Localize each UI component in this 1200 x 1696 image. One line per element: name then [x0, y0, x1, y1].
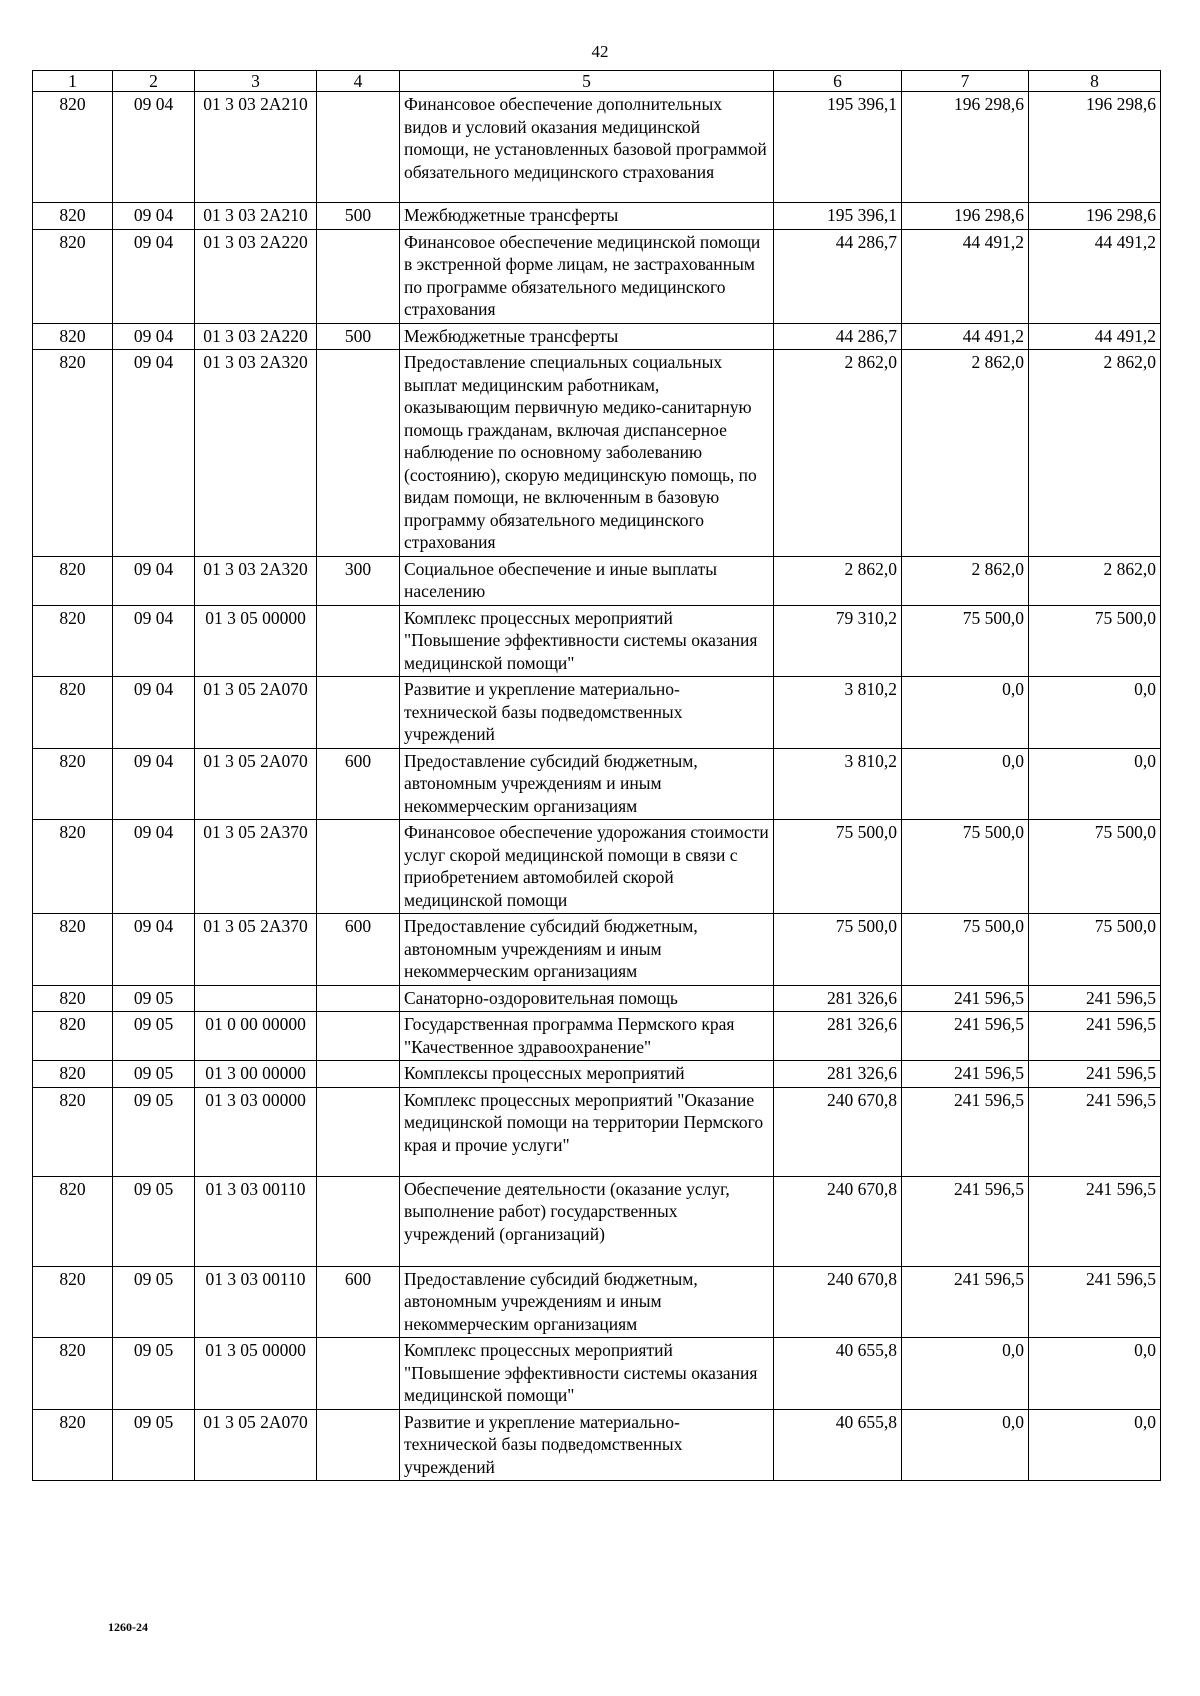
cell-expense-type	[317, 605, 400, 677]
cell-subject-code: 820	[33, 985, 113, 1012]
table-row	[33, 1409, 1161, 1481]
cell-description: Комплекс процессных мероприятий "Оказание медицинской помощи на территории Пермского края и прочие услуги"	[400, 1087, 774, 1176]
cell-amount-col7: 241 596,5	[902, 1012, 1029, 1061]
cell-amount-col8: 0,0	[1029, 1338, 1161, 1410]
cell-amount-col7: 196 298,6	[902, 203, 1029, 230]
cell-expense-type: 600	[317, 914, 400, 986]
cell-subject-code: 820	[33, 1176, 113, 1266]
cell-amount-col7: 2 862,0	[902, 556, 1029, 605]
cell-description: Развитие и укрепление материально-технической базы подведомственных учреждений	[400, 1409, 774, 1481]
cell-amount-col6: 281 326,6	[774, 1061, 902, 1088]
cell-expense-type	[317, 677, 400, 749]
cell-amount-col6: 240 670,8	[774, 1266, 902, 1338]
cell-amount-col6: 40 655,8	[774, 1409, 902, 1481]
cell-target-article: 01 3 03 2А220	[195, 323, 317, 350]
cell-amount-col7: 75 500,0	[902, 820, 1029, 914]
cell-section: 09 05	[113, 1266, 195, 1338]
cell-amount-col7: 0,0	[902, 1338, 1029, 1410]
cell-amount-col7: 241 596,5	[902, 1176, 1029, 1266]
cell-target-article: 01 3 03 00110	[195, 1176, 317, 1266]
cell-amount-col7: 2 862,0	[902, 350, 1029, 557]
table-row	[33, 748, 1161, 820]
cell-section: 09 05	[113, 1176, 195, 1266]
cell-expense-type: 300	[317, 556, 400, 605]
cell-subject-code: 820	[33, 1087, 113, 1176]
cell-subject-code: 820	[33, 914, 113, 986]
cell-target-article: 01 3 03 00000	[195, 1087, 317, 1176]
cell-amount-col6: 240 670,8	[774, 1176, 902, 1266]
cell-amount-col6: 281 326,6	[774, 1012, 902, 1061]
cell-amount-col7: 241 596,5	[902, 985, 1029, 1012]
cell-description: Социальное обеспечение и иные выплаты населению	[400, 556, 774, 605]
cell-amount-col8: 241 596,5	[1029, 1012, 1161, 1061]
cell-section: 09 04	[113, 748, 195, 820]
cell-subject-code: 820	[33, 323, 113, 350]
cell-description: Финансовое обеспечение удорожания стоимости услуг скорой медицинской помощи в связи с приобретением автомобилей скорой медицинской помощи	[400, 820, 774, 914]
cell-amount-col8: 0,0	[1029, 748, 1161, 820]
cell-section: 09 04	[113, 203, 195, 230]
cell-expense-type	[317, 350, 400, 557]
cell-subject-code: 820	[33, 1012, 113, 1061]
cell-amount-col8: 241 596,5	[1029, 1061, 1161, 1088]
cell-subject-code: 820	[33, 350, 113, 557]
cell-subject-code: 820	[33, 677, 113, 749]
cell-description: Комплекс процессных мероприятий "Повышение эффективности системы оказания медицинской помощи"	[400, 1338, 774, 1410]
cell-expense-type: 500	[317, 203, 400, 230]
table-row	[33, 605, 1161, 677]
cell-expense-type	[317, 820, 400, 914]
header-cell-2: 2	[113, 71, 195, 92]
cell-subject-code: 820	[33, 605, 113, 677]
cell-description: Предоставление субсидий бюджетным, автономным учреждениям и иным некоммерческим организациям	[400, 1266, 774, 1338]
cell-target-article: 01 3 03 00110	[195, 1266, 317, 1338]
cell-section: 09 04	[113, 350, 195, 557]
cell-section: 09 04	[113, 914, 195, 986]
table-row	[33, 92, 1161, 203]
cell-amount-col7: 44 491,2	[902, 229, 1029, 323]
cell-expense-type	[317, 92, 400, 203]
cell-description: Предоставление специальных социальных выплат медицинским работникам, оказывающим первичную медико-санитарную помощь гражданам, включая диспансерное наблюдение по основному заболеванию (состоянию), скорую медицинскую помощь, по видам помощи, не включенным в базовую программу обязательного медицинского страхования	[400, 350, 774, 557]
cell-expense-type	[317, 985, 400, 1012]
cell-subject-code: 820	[33, 229, 113, 323]
cell-amount-col8: 75 500,0	[1029, 914, 1161, 986]
cell-amount-col8: 44 491,2	[1029, 323, 1161, 350]
table-row	[33, 229, 1161, 323]
cell-target-article	[195, 985, 317, 1012]
cell-section: 09 04	[113, 556, 195, 605]
cell-description: Межбюджетные трансферты	[400, 323, 774, 350]
cell-target-article: 01 3 03 2А210	[195, 92, 317, 203]
cell-amount-col6: 3 810,2	[774, 748, 902, 820]
table-row	[33, 820, 1161, 914]
cell-subject-code: 820	[33, 1266, 113, 1338]
table-row	[33, 985, 1161, 1012]
cell-amount-col8: 0,0	[1029, 677, 1161, 749]
cell-target-article: 01 3 05 2А070	[195, 748, 317, 820]
cell-expense-type	[317, 1012, 400, 1061]
cell-amount-col6: 2 862,0	[774, 556, 902, 605]
cell-amount-col6: 240 670,8	[774, 1087, 902, 1176]
cell-amount-col6: 44 286,7	[774, 323, 902, 350]
cell-target-article: 01 3 05 00000	[195, 1338, 317, 1410]
cell-amount-col7: 241 596,5	[902, 1266, 1029, 1338]
cell-expense-type: 600	[317, 1266, 400, 1338]
cell-amount-col8: 2 862,0	[1029, 350, 1161, 557]
cell-target-article: 01 3 05 2А070	[195, 1409, 317, 1481]
cell-amount-col7: 241 596,5	[902, 1061, 1029, 1088]
table-row	[33, 1338, 1161, 1410]
cell-amount-col8: 44 491,2	[1029, 229, 1161, 323]
cell-description: Межбюджетные трансферты	[400, 203, 774, 230]
cell-section: 09 05	[113, 1087, 195, 1176]
cell-section: 09 04	[113, 605, 195, 677]
header-cell-3: 3	[195, 71, 317, 92]
cell-amount-col7: 0,0	[902, 748, 1029, 820]
cell-amount-col6: 195 396,1	[774, 92, 902, 203]
cell-amount-col8: 0,0	[1029, 1409, 1161, 1481]
cell-amount-col6: 195 396,1	[774, 203, 902, 230]
cell-amount-col6: 3 810,2	[774, 677, 902, 749]
page-number: 42	[591, 42, 609, 61]
cell-description: Государственная программа Пермского края "Качественное здравоохранение"	[400, 1012, 774, 1061]
table-row	[33, 1087, 1161, 1176]
cell-description: Развитие и укрепление материально-технической базы подведомственных учреждений	[400, 677, 774, 749]
cell-amount-col8: 75 500,0	[1029, 820, 1161, 914]
cell-section: 09 05	[113, 985, 195, 1012]
cell-section: 09 04	[113, 323, 195, 350]
cell-target-article: 01 3 05 2А370	[195, 914, 317, 986]
cell-section: 09 04	[113, 677, 195, 749]
cell-amount-col6: 79 310,2	[774, 605, 902, 677]
cell-amount-col6: 2 862,0	[774, 350, 902, 557]
cell-amount-col7: 0,0	[902, 677, 1029, 749]
cell-target-article: 01 3 03 2А220	[195, 229, 317, 323]
cell-description: Предоставление субсидий бюджетным, автономным учреждениям и иным некоммерческим организациям	[400, 914, 774, 986]
cell-description: Финансовое обеспечение медицинской помощи в экстренной форме лицам, не застрахованным по программе обязательного медицинского страхования	[400, 229, 774, 323]
cell-description: Предоставление субсидий бюджетным, автономным учреждениям и иным некоммерческим организациям	[400, 748, 774, 820]
header-cell-5: 5	[400, 71, 774, 92]
cell-description: Финансовое обеспечение дополнительных видов и условий оказания медицинской помощи, не установленных базовой программой обязательного медицинского страхования	[400, 92, 774, 203]
table-header-row	[33, 71, 1161, 92]
cell-expense-type	[317, 1061, 400, 1088]
header-cell-6: 6	[774, 71, 902, 92]
cell-expense-type	[317, 1087, 400, 1176]
cell-amount-col8: 2 862,0	[1029, 556, 1161, 605]
cell-subject-code: 820	[33, 1409, 113, 1481]
cell-amount-col8: 196 298,6	[1029, 92, 1161, 203]
cell-description: Комплекс процессных мероприятий "Повышение эффективности системы оказания медицинской помощи"	[400, 605, 774, 677]
cell-amount-col7: 75 500,0	[902, 914, 1029, 986]
cell-description: Санаторно-оздоровительная помощь	[400, 985, 774, 1012]
cell-amount-col6: 44 286,7	[774, 229, 902, 323]
cell-subject-code: 820	[33, 556, 113, 605]
table-row	[33, 1176, 1161, 1266]
cell-section: 09 05	[113, 1409, 195, 1481]
cell-target-article: 01 3 05 00000	[195, 605, 317, 677]
cell-target-article: 01 3 00 00000	[195, 1061, 317, 1088]
table-body	[33, 92, 1161, 1481]
document-code: 1260-24	[108, 1620, 148, 1634]
cell-section: 09 04	[113, 820, 195, 914]
cell-amount-col7: 75 500,0	[902, 605, 1029, 677]
cell-section: 09 05	[113, 1061, 195, 1088]
table-row	[33, 323, 1161, 350]
cell-target-article: 01 3 03 2А210	[195, 203, 317, 230]
table-row	[33, 203, 1161, 230]
cell-target-article: 01 3 03 2А320	[195, 556, 317, 605]
cell-expense-type	[317, 1409, 400, 1481]
table-row	[33, 677, 1161, 749]
cell-target-article: 01 3 05 2А370	[195, 820, 317, 914]
cell-amount-col8: 241 596,5	[1029, 1266, 1161, 1338]
cell-section: 09 04	[113, 92, 195, 203]
cell-subject-code: 820	[33, 1061, 113, 1088]
cell-amount-col6: 40 655,8	[774, 1338, 902, 1410]
cell-amount-col8: 241 596,5	[1029, 1087, 1161, 1176]
budget-table	[32, 70, 1161, 1481]
cell-amount-col6: 75 500,0	[774, 914, 902, 986]
cell-amount-col7: 196 298,6	[902, 92, 1029, 203]
cell-section: 09 04	[113, 229, 195, 323]
cell-amount-col8: 75 500,0	[1029, 605, 1161, 677]
cell-target-article: 01 3 05 2А070	[195, 677, 317, 749]
cell-description: Комплексы процессных мероприятий	[400, 1061, 774, 1088]
cell-expense-type	[317, 1176, 400, 1266]
cell-section: 09 05	[113, 1338, 195, 1410]
cell-subject-code: 820	[33, 92, 113, 203]
cell-amount-col8: 196 298,6	[1029, 203, 1161, 230]
cell-subject-code: 820	[33, 820, 113, 914]
table-row	[33, 350, 1161, 557]
cell-section: 09 05	[113, 1012, 195, 1061]
table-row	[33, 1266, 1161, 1338]
cell-amount-col7: 44 491,2	[902, 323, 1029, 350]
table-row	[33, 1061, 1161, 1088]
cell-amount-col8: 241 596,5	[1029, 1176, 1161, 1266]
cell-subject-code: 820	[33, 203, 113, 230]
table-row	[33, 556, 1161, 605]
cell-expense-type	[317, 229, 400, 323]
cell-amount-col6: 281 326,6	[774, 985, 902, 1012]
header-cell-4: 4	[317, 71, 400, 92]
cell-description: Обеспечение деятельности (оказание услуг, выполнение работ) государственных учреждений (организаций)	[400, 1176, 774, 1266]
header-cell-1: 1	[33, 71, 113, 92]
cell-expense-type	[317, 1338, 400, 1410]
table-row	[33, 1012, 1161, 1061]
cell-amount-col6: 75 500,0	[774, 820, 902, 914]
cell-target-article: 01 0 00 00000	[195, 1012, 317, 1061]
cell-subject-code: 820	[33, 748, 113, 820]
cell-amount-col7: 0,0	[902, 1409, 1029, 1481]
cell-amount-col8: 241 596,5	[1029, 985, 1161, 1012]
cell-expense-type: 500	[317, 323, 400, 350]
header-cell-7: 7	[902, 71, 1029, 92]
cell-subject-code: 820	[33, 1338, 113, 1410]
table-row	[33, 914, 1161, 986]
cell-amount-col7: 241 596,5	[902, 1087, 1029, 1176]
cell-target-article: 01 3 03 2А320	[195, 350, 317, 557]
header-cell-8: 8	[1029, 71, 1161, 92]
cell-expense-type: 600	[317, 748, 400, 820]
